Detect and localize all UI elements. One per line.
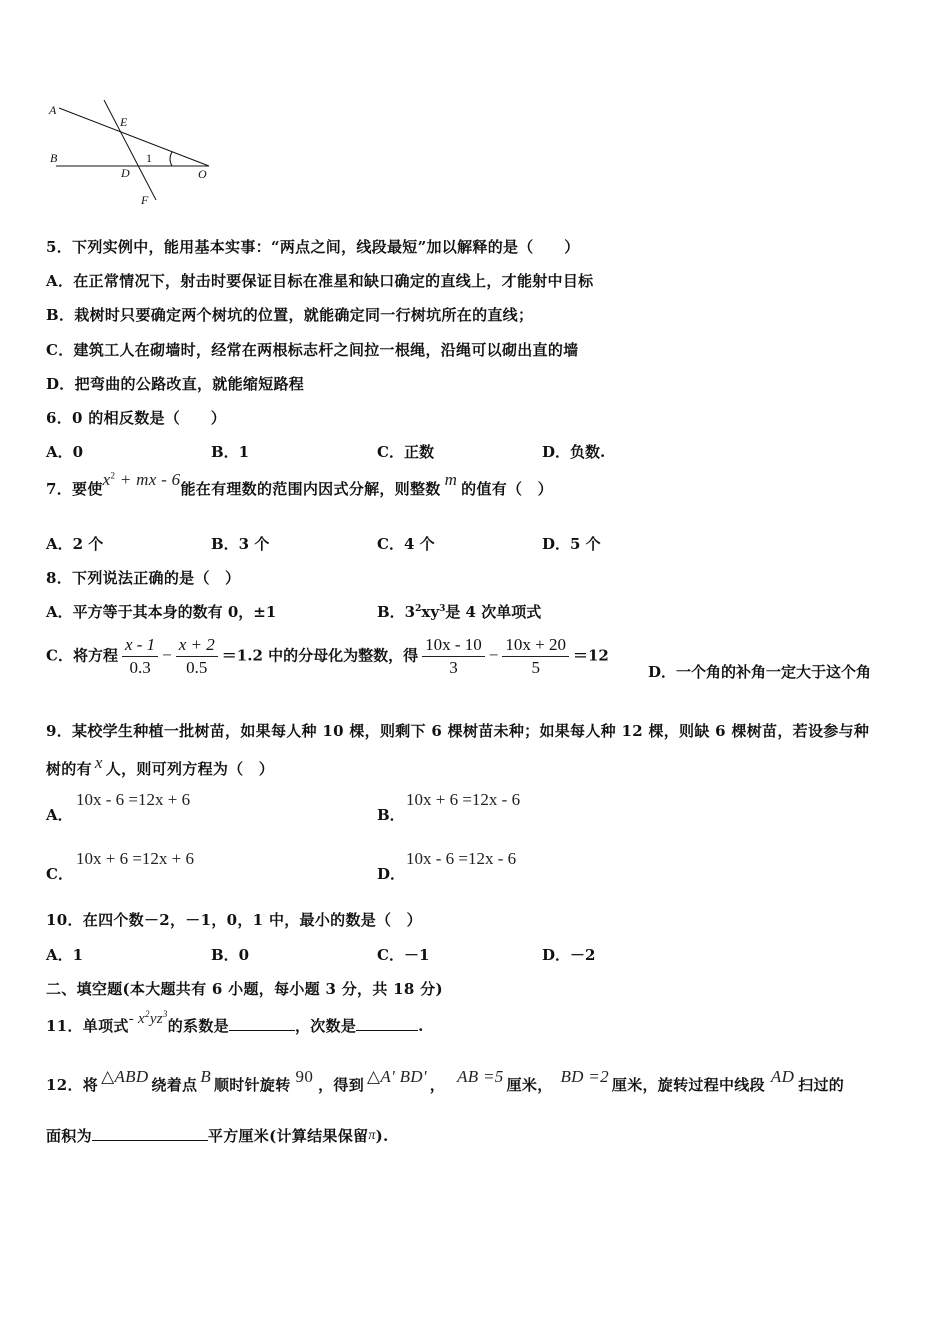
q12-stem-line1: 12．将 △ABD 绕着点 B 顺时针旋转 90 ，得到 △A' BD' ， AB =5 厘米， BD =2 厘米，旋转过程中线段 AD 扫过的 xyxy=(46,1067,845,1094)
label-a: A xyxy=(49,103,57,117)
q11-coefficient-blank[interactable] xyxy=(229,1016,295,1031)
label-b: B xyxy=(50,151,58,165)
label-e: E xyxy=(120,115,128,129)
angle-figure xyxy=(44,96,219,211)
q8-option-c: C．将方程 $\frac{x - 1}{0.3}$ − $\frac{x + 2}{0.5}$ ＝1.2 中的分母化为整数，得 $\frac{10x - 10}{3}$ − $\frac{10x + 20}{5}$ ＝12 xyxy=(46,635,609,677)
q6-option-c: C．正数 xyxy=(377,443,434,461)
q6-stem: 6．0 的相反数是（ ） xyxy=(46,409,226,427)
q8-fraction-2: $\frac{x + 2}{0.5}$ xyxy=(176,634,218,679)
q9-stem-line2: 树的有 x 人，则可列方程为（ ） xyxy=(46,753,275,778)
q5-option-b: B．栽树时只要确定两个树坑的位置，就能确定同一行树坑所在的直线； xyxy=(46,306,534,324)
q8-fraction-1: $\frac{x - 1}{0.3}$ xyxy=(122,634,158,679)
q11-degree-blank[interactable] xyxy=(356,1016,418,1031)
section-2-heading: 二、填空题(本大题共有 6 小题，每小题 3 分，共 18 分) xyxy=(46,980,443,998)
q12-area-blank[interactable] xyxy=(92,1126,208,1141)
q12-bd-length: BD =2 xyxy=(560,1067,609,1086)
q8-stem: 8．下列说法正确的是（ ） xyxy=(46,569,241,587)
q12-point-b: B xyxy=(200,1067,211,1086)
q7-post: 的值有（ ） xyxy=(461,480,553,498)
q12-segment-ad: AD xyxy=(770,1067,795,1086)
q10-stem: 10．在四个数－2，－1，0，1 中，最小的数是（ ） xyxy=(46,911,422,929)
q7-option-a: A．2 个 xyxy=(46,535,104,553)
q8-option-b: B．$3^2xy^3$是 4 次单项式 xyxy=(377,603,542,621)
q12-ab-length: AB =5 xyxy=(457,1067,504,1086)
q9-stem-line1: 9．某校学生种植一批树苗，如果每人种 10 棵，则剩下 6 棵树苗未种；如果每人种 12 棵，则缺 6 棵树苗，若设参与种 xyxy=(46,722,870,740)
q6-option-a: A．0 xyxy=(46,443,84,461)
q9-option-b-label: B． xyxy=(377,806,405,824)
q9-option-a-equation: 10x - 6 =12x + 6 xyxy=(76,790,191,809)
q7-expression: $x^2$ + mx - 6 xyxy=(102,470,181,489)
q10-option-a: A．1 xyxy=(46,946,84,964)
q7-m: m xyxy=(444,470,458,489)
q10-option-b: B．0 xyxy=(211,946,250,964)
q7-option-c: C．4 个 xyxy=(377,535,435,553)
q12-triangle-abd: △ABD xyxy=(101,1067,149,1086)
q12-triangle-image: △A' BD' xyxy=(367,1067,427,1086)
q12-pi: π xyxy=(368,1128,376,1143)
label-f: F xyxy=(141,193,149,207)
q9-option-b-equation: 10x + 6 =12x - 6 xyxy=(406,790,521,809)
q7-option-b: B．3 个 xyxy=(211,535,270,553)
q6-option-b: B．1 xyxy=(211,443,250,461)
q5-option-d: D．把弯曲的公路改直，就能缩短路程 xyxy=(46,375,305,393)
q10-option-c: C．－1 xyxy=(377,946,430,964)
q9-option-a-label: A． xyxy=(46,806,73,824)
q5-option-a: A．在正常情况下，射击时要保证目标在准星和缺口确定的直线上，才能射中目标 xyxy=(46,272,594,290)
q7-mid: 能在有理数的范围内因式分解，则整数 xyxy=(180,480,441,498)
q7-pre: 7．要使 xyxy=(46,480,103,498)
q11-stem: 11．单项式- $x^2yz^3$的系数是 ，次数是 . xyxy=(46,1009,424,1035)
line-ef xyxy=(104,100,156,200)
q5-option-c: C．建筑工人在砌墙时，经常在两根标志杆之间拉一根绳，沿绳可以砌出直的墙 xyxy=(46,341,579,359)
q5-stem: 5．下列实例中，能用基本实事：“两点之间，线段最短”加以解释的是（ ） xyxy=(46,238,580,256)
q9-option-c-label: C． xyxy=(46,865,73,883)
label-o: O xyxy=(198,167,207,181)
q9-option-d-equation: 10x - 6 =12x - 6 xyxy=(406,849,517,868)
q8-fraction-4: $\frac{10x + 20}{5}$ xyxy=(502,634,569,679)
q9-option-c-equation: 10x + 6 =12x + 6 xyxy=(76,849,195,868)
label-d: D xyxy=(121,166,130,180)
q9-option-d-label: D． xyxy=(377,865,406,883)
q12-angle: 90 xyxy=(295,1067,314,1086)
q10-option-d: D．－2 xyxy=(542,946,596,964)
q8-fraction-3: $\frac{10x - 10}{3}$ xyxy=(422,634,485,679)
q7-option-d: D．5 个 xyxy=(542,535,601,553)
q7-stem xyxy=(46,470,553,499)
q9-x: x xyxy=(94,753,103,772)
q12-stem-line2: 面积为 平方厘米(计算结果保留π). xyxy=(46,1127,389,1145)
q6-option-d: D．负数. xyxy=(542,443,606,461)
q11-monomial: - $x^2yz^3$ xyxy=(128,1009,168,1027)
angle-arc xyxy=(170,152,172,166)
q8-option-d: D．一个角的补角一定大于这个角 xyxy=(648,663,872,681)
label-1: 1 xyxy=(146,151,152,165)
q8-option-a: A．平方等于其本身的数有 0，±1 xyxy=(46,603,277,621)
